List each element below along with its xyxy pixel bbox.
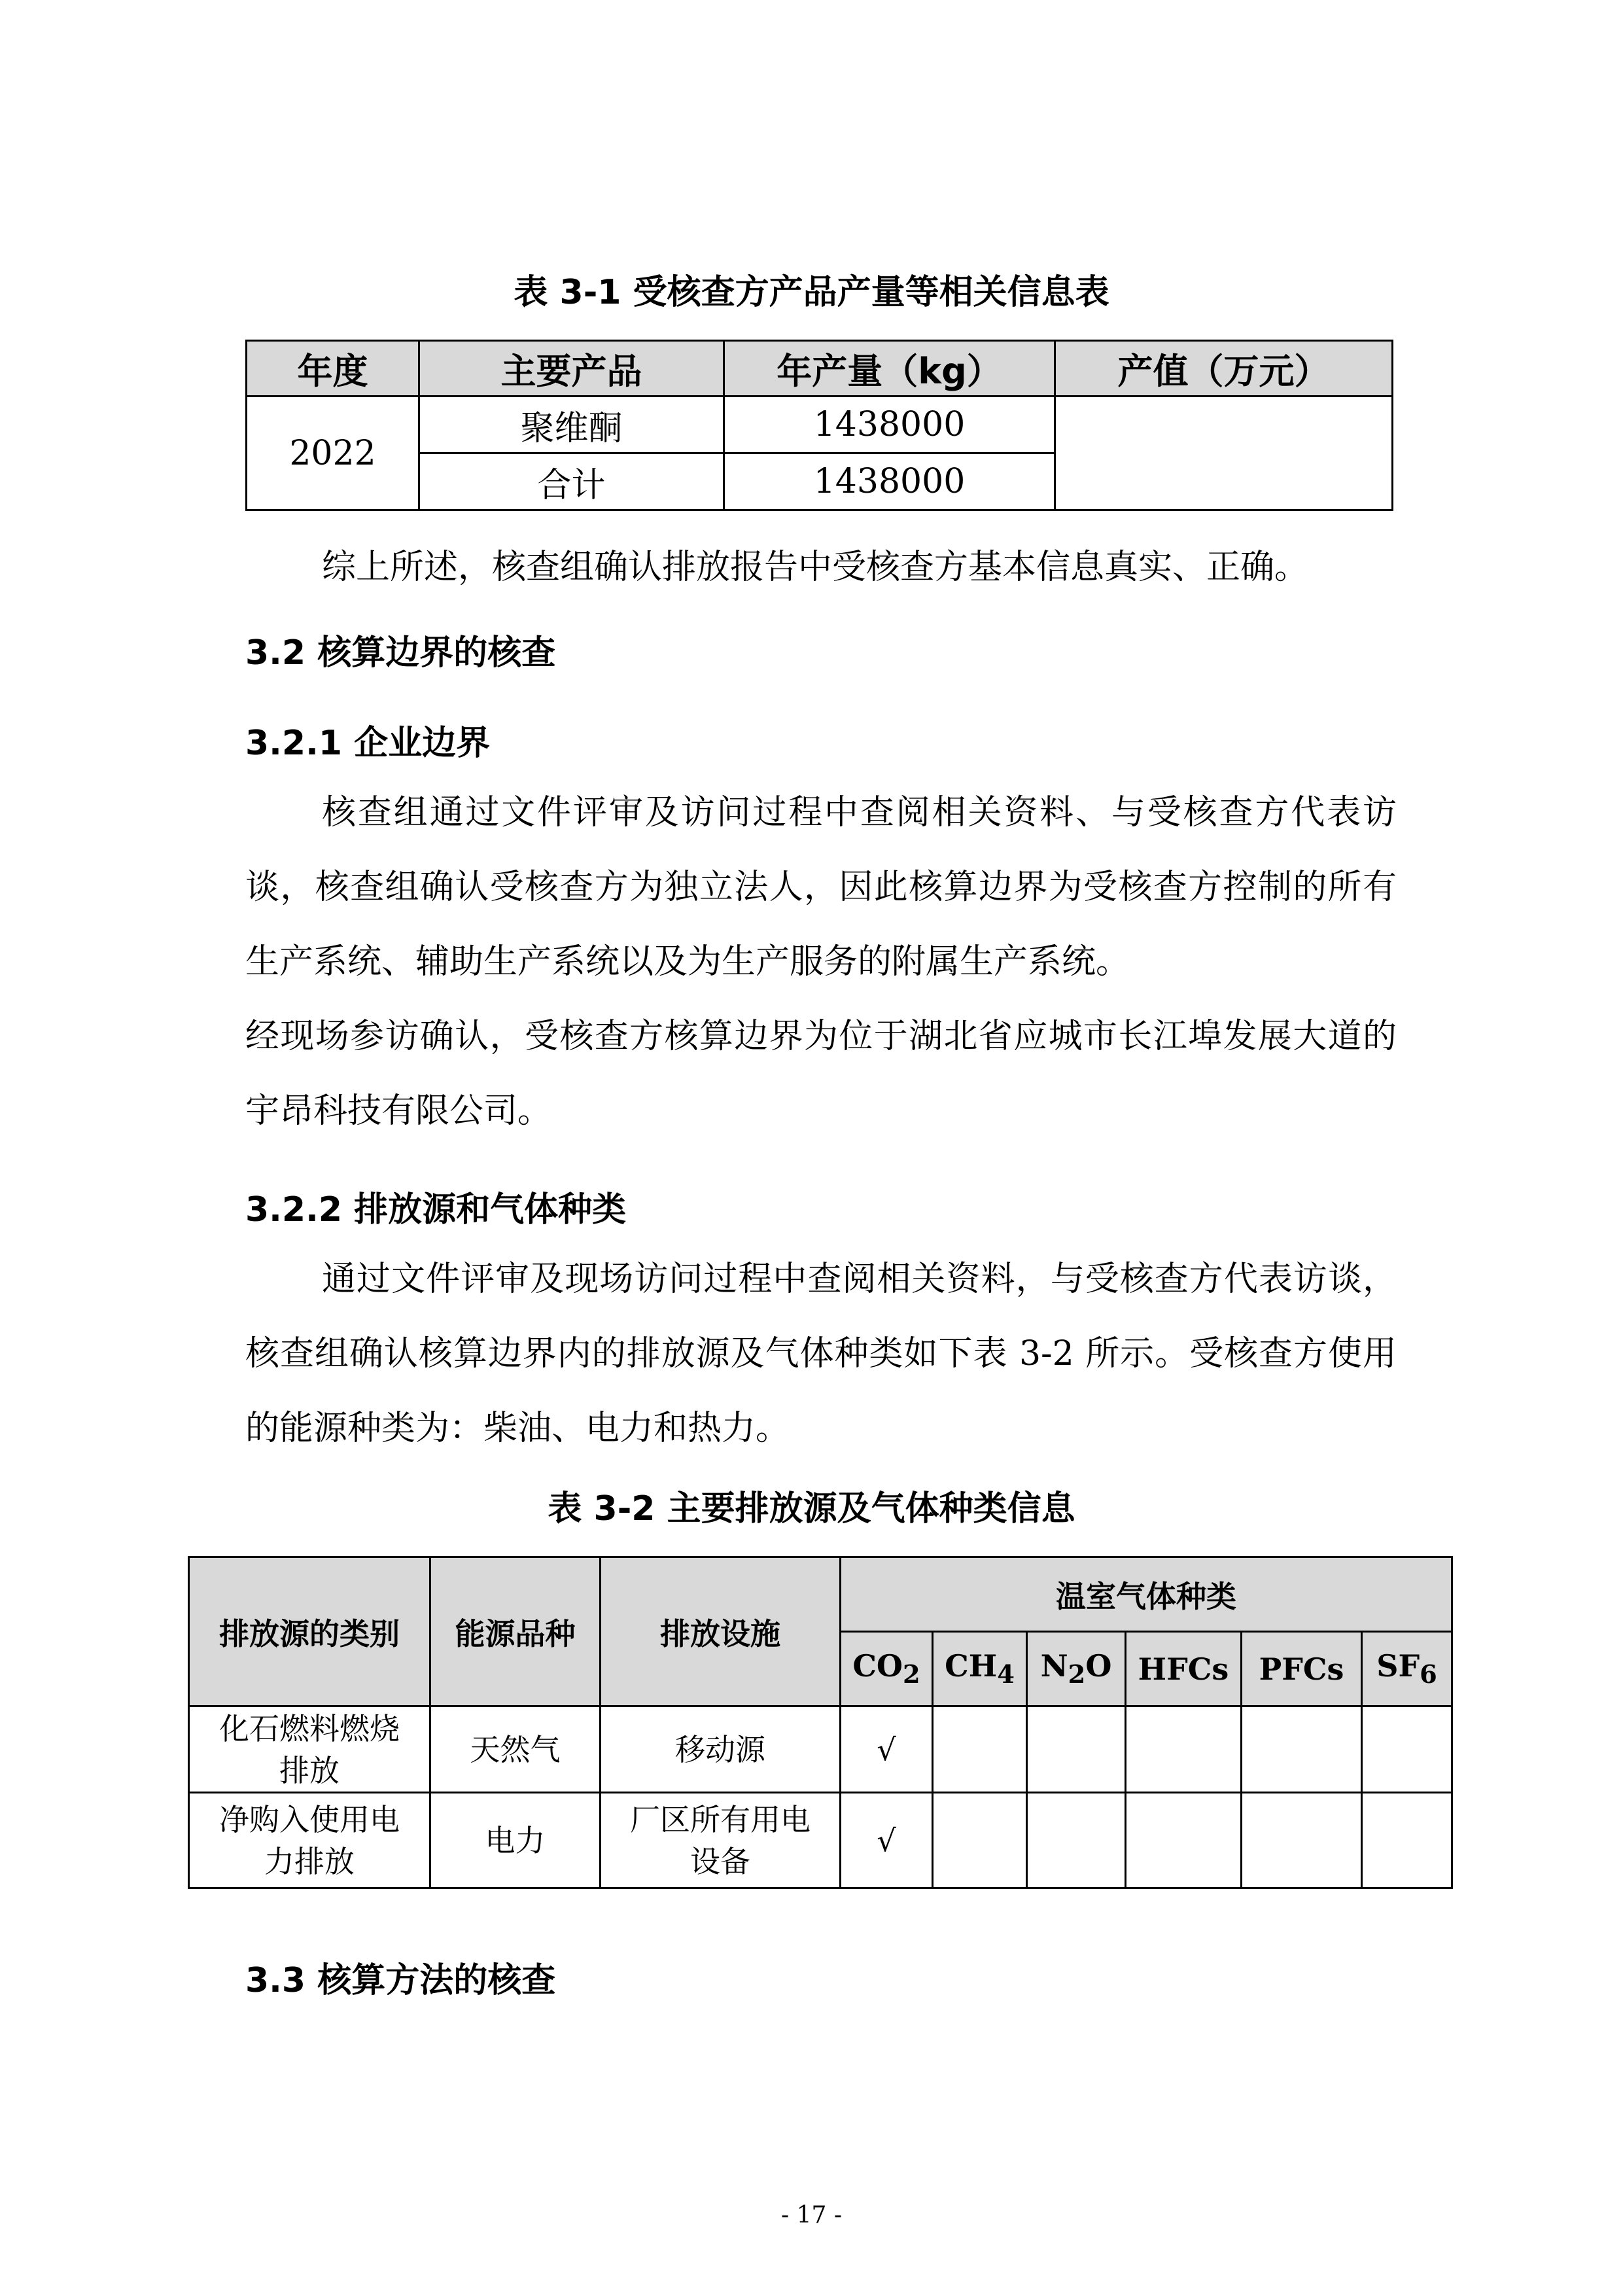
section-3-2-1-heading: 3.2.1 企业边界 — [245, 724, 491, 763]
co2-check: √ — [841, 1706, 933, 1793]
header-co2: $CO_2$ — [841, 1632, 933, 1706]
header-year: 年度 — [247, 341, 419, 397]
output-cell: 1438000 — [724, 397, 1055, 453]
section-3-2-2-body — [245, 1242, 1397, 1466]
table-row — [189, 1706, 1452, 1793]
section-3-3-heading: 3.3 核算方法的核查 — [245, 1961, 556, 2000]
header-ch4: $CH_4$ — [933, 1632, 1027, 1706]
hfcs-cell — [1126, 1706, 1242, 1793]
header-category: 排放源的类别 — [189, 1557, 430, 1706]
year-cell: 2022 — [247, 397, 419, 510]
header-n2o: $N_2O$ — [1027, 1632, 1126, 1706]
header-ghg: 温室气体种类 — [841, 1557, 1452, 1632]
table-header-row — [189, 1557, 1452, 1632]
header-value: 产值（万元） — [1055, 341, 1393, 397]
table-header-row — [247, 341, 1393, 397]
table-row — [189, 1793, 1452, 1888]
header-output: 年产量（kg） — [724, 341, 1055, 397]
sf6-cell — [1362, 1793, 1452, 1888]
facility-cell: 移动源 — [601, 1706, 841, 1793]
product-cell: 聚维酮 — [419, 397, 724, 453]
paragraph-site: 经现场参访确认，受核查方核算边界为位于湖北省应城市长江埠发展大道的宇昂科技有限公司。 — [245, 1017, 1397, 1131]
ch4-cell — [933, 1706, 1027, 1793]
sf6-cell — [1362, 1706, 1452, 1793]
hfcs-cell — [1126, 1793, 1242, 1888]
page-number: - 17 - — [780, 2202, 843, 2229]
product-cell: 合计 — [419, 453, 724, 510]
n2o-cell — [1027, 1706, 1126, 1793]
category-cell: 化石燃料燃烧排放 — [189, 1706, 430, 1793]
energy-cell: 电力 — [430, 1793, 601, 1888]
table-3-1-caption: 表 3-1 受核查方产品产量等相关信息表 — [514, 273, 1109, 312]
header-product: 主要产品 — [419, 341, 724, 397]
output-cell: 1438000 — [724, 453, 1055, 510]
pfcs-cell — [1242, 1706, 1362, 1793]
conclusion-text: 综上所述，核查组确认排放报告中受核查方基本信息真实、正确。 — [322, 548, 1309, 587]
header-facility: 排放设施 — [601, 1557, 841, 1706]
header-energy: 能源品种 — [430, 1557, 601, 1706]
header-hfcs: HFCs — [1126, 1632, 1242, 1706]
section-3-2-2-heading: 3.2.2 排放源和气体种类 — [245, 1190, 627, 1229]
n2o-cell — [1027, 1793, 1126, 1888]
category-cell: 净购入使用电力排放 — [189, 1793, 430, 1888]
co2-check: √ — [841, 1793, 933, 1888]
emission-source-table — [188, 1556, 1453, 1889]
facility-cell: 厂区所有用电设备 — [601, 1793, 841, 1888]
paragraph-sources: 通过文件评审及现场访问过程中查阅相关资料，与受核查方代表访谈，核查组确认核算边界内的排放源及气体种类如下表 3-2 所示。受核查方使用的能源种类为：柴油、电力和热力。 — [245, 1260, 1397, 1448]
conclusion-paragraph — [245, 530, 1397, 605]
section-3-2-1-body — [245, 775, 1397, 1148]
energy-cell: 天然气 — [430, 1706, 601, 1793]
header-sf6: $SF_6$ — [1362, 1632, 1452, 1706]
header-pfcs: PFCs — [1242, 1632, 1362, 1706]
table-3-2-caption: 表 3-2 主要排放源及气体种类信息 — [548, 1489, 1075, 1528]
table-row — [247, 397, 1393, 453]
value-cell — [1055, 397, 1393, 510]
ch4-cell — [933, 1793, 1027, 1888]
paragraph-boundary: 核查组通过文件评审及访问过程中查阅相关资料、与受核查方代表访谈，核查组确认受核查方为独立法人，因此核算边界为受核查方控制的所有生产系统、辅助生产系统以及为生产服务的附属生产系统。 — [245, 793, 1397, 981]
section-3-2-heading: 3.2 核算边界的核查 — [245, 633, 556, 673]
product-output-table — [245, 340, 1393, 511]
pfcs-cell — [1242, 1793, 1362, 1888]
